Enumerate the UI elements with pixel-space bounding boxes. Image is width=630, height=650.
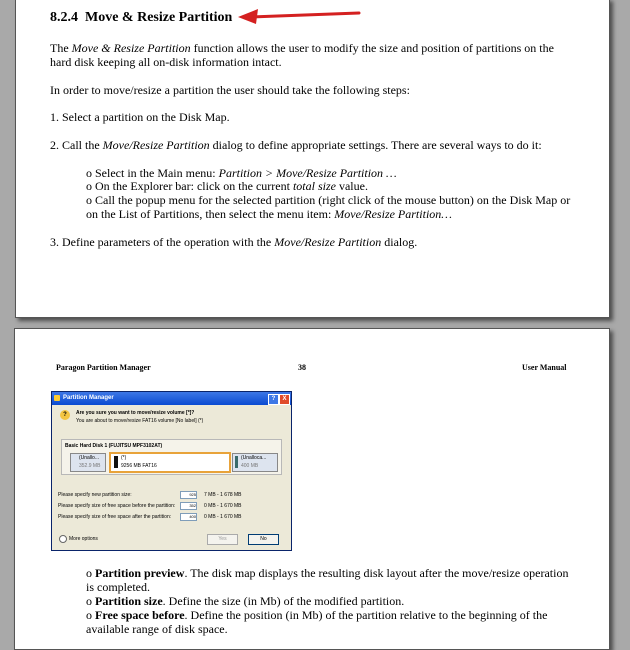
- dialog-screenshot: [51, 391, 292, 551]
- document-page-2: [14, 328, 610, 650]
- more-options-icon: [59, 535, 67, 543]
- intro-line-1: The Move & Resize Partition function allows the user to modify the size and position of partitions on the: [50, 41, 554, 55]
- red-arrow-annotation: [236, 7, 361, 25]
- dialog-question: Are you sure you want to move/resize volume [*]?: [76, 410, 195, 416]
- close-button: X: [279, 394, 290, 405]
- bullet-main-menu: o Select in the Main menu: Partition > Move/Resize Partition …: [86, 166, 397, 180]
- steps-intro: In order to move/resize a partition the user should take the following steps:: [50, 83, 410, 97]
- intro-line-2: hard disk keeping all on-disk information intact.: [50, 55, 282, 69]
- space-before-label: Please specify size of free space before the partition:: [58, 503, 176, 509]
- header-right: User Manual: [522, 363, 567, 372]
- new-size-label: Please specify new partition size:: [58, 492, 132, 498]
- partition-unallocated-before: (Unallo... 352.9 MB: [70, 453, 106, 472]
- new-size-input: 925: [180, 491, 197, 499]
- space-after-label: Please specify size of free space after the partition:: [58, 514, 172, 520]
- space-before-range: 0 MB - 1 670 MB: [204, 503, 242, 509]
- bullet-popup-menu-cont: on the List of Partitions, then select the menu item: Move/Resize Partition…: [86, 207, 452, 221]
- new-size-range: 7 MB - 1 678 MB: [204, 492, 242, 498]
- disk-label: Basic Hard Disk 1 (FUJITSU MPF3102AT): [65, 443, 163, 449]
- bullet-partition-preview: o Partition preview. The disk map displays the resulting disk layout after the move/resize operation: [86, 566, 569, 580]
- dialog-info: You are about to move/resize FAT16 volume [No label] (*): [76, 418, 204, 424]
- more-options-label: More options: [69, 536, 98, 542]
- header-page-number: 38: [298, 363, 306, 372]
- partition-selected: (*) 9256 MB FAT16: [109, 452, 231, 473]
- help-button: ?: [268, 394, 279, 405]
- section-heading: [50, 11, 232, 25]
- document-page-1: [15, 0, 610, 318]
- app-icon: [54, 395, 60, 401]
- space-before-input: 352: [180, 502, 197, 510]
- bullet-free-space-before: o Free space before. Define the position (in Mb) of the partition relative to the beginning of the: [86, 608, 548, 622]
- bullet-explorer-bar: o On the Explorer bar: click on the current total size value.: [86, 179, 368, 193]
- space-after-input: 400: [180, 513, 197, 521]
- space-after-range: 0 MB - 1 670 MB: [204, 514, 242, 520]
- header-left: Paragon Partition Manager: [56, 363, 151, 372]
- bullet-partition-size: o Partition size. Define the size (in Mb) of the modified partition.: [86, 594, 405, 608]
- partition-unallocated-after: (Unalloca... 400 MB: [232, 453, 278, 472]
- step-1: 1. Select a partition on the Disk Map.: [50, 110, 230, 124]
- yes-button: Yes: [207, 534, 238, 545]
- no-button: No: [248, 534, 279, 545]
- bullet-free-space-before-cont: available range of disk space.: [86, 622, 228, 636]
- step-3: 3. Define parameters of the operation with the Move/Resize Partition dialog.: [50, 235, 418, 249]
- question-icon: ?: [60, 410, 70, 420]
- step-2: 2. Call the Move/Resize Partition dialog to define appropriate settings. There are several ways to do it:: [50, 138, 542, 152]
- heading-number: 8.2.4: [50, 10, 78, 25]
- dialog-titlebar: [52, 392, 291, 405]
- dialog-title: Partition Manager: [63, 395, 114, 401]
- disk-map: [61, 439, 282, 475]
- bullet-partition-preview-cont: is completed.: [86, 580, 150, 594]
- bullet-popup-menu: o Call the popup menu for the selected partition (right click of the mouse button) on the Disk Map or: [86, 193, 571, 207]
- heading-title: Move & Resize Partition: [85, 10, 233, 25]
